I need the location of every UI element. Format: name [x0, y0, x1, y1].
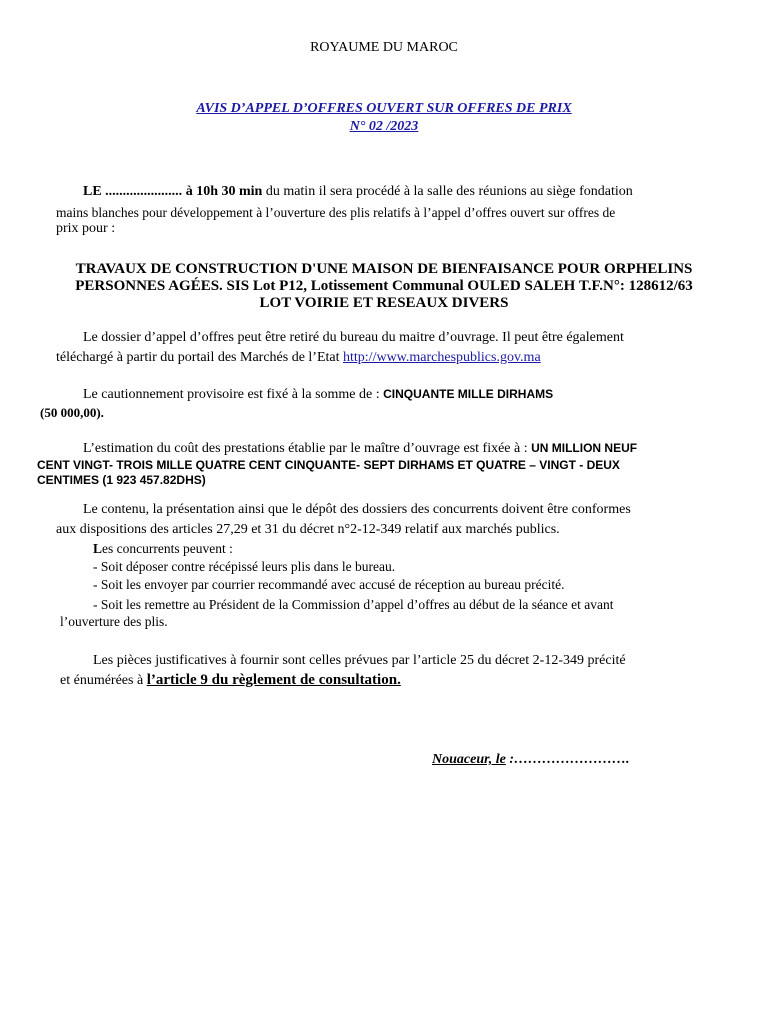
dossier-line-2 [56, 350, 541, 366]
caution-text: Le cautionnement provisoire est fixé à la somme de : [83, 387, 380, 402]
kingdom-heading: ROYAUME DU MAROC [310, 40, 458, 55]
options-heading-rest: es concurrents peuvent : [102, 541, 233, 556]
caution-amount-digits: (50 000,00). [40, 405, 104, 420]
estimation-amount-part3: CENTIMES (1 923 457.82DHS) [37, 473, 206, 487]
option-item-1: - Soit déposer contre récépissé leurs plis dans le bureau. [93, 559, 396, 574]
estimation-amount-part2: CENT VINGT- TROIS MILLE QUATRE CENT CINQUANTE- SEPT DIRHAMS ET QUATRE – VINGT - DEUX [37, 458, 620, 472]
intro-time: à 10h 30 min [185, 184, 263, 199]
estimation-amount-part1: UN MILLION NEUF [531, 441, 638, 455]
intro-line-2: mains blanches pour développement à l’ouverture des plis relatifs à l’appel d’offres ouvert sur offres de [56, 205, 616, 220]
marches-publics-link[interactable]: http://www.marchespublics.gov.ma [343, 350, 541, 365]
caution-amount-words: CINQUANTE MILLE DIRHAMS [383, 387, 554, 401]
conformity-line-2: aux dispositions des articles 27,29 et 31 du décret n°2-12-349 relatif aux marchés publics. [56, 522, 560, 537]
project-line-2: PERSONNES AGÉES. SIS Lot P12, Lotissement Communal OULED SALEH T.F.N°: 128612/63 [75, 278, 693, 294]
signature-date-placeholder: :……………………. [509, 752, 630, 767]
intro-line-1 [83, 184, 633, 200]
intro-line-3: prix pour : [56, 221, 116, 236]
conformity-line-1: Le contenu, la présentation ainsi que le dépôt des dossiers des concurrents doivent être conformes [83, 502, 631, 517]
intro-date-placeholder: LE ...................... [83, 184, 183, 199]
estimation-line-1 [83, 441, 637, 457]
option-item-3-line-1: - Soit les remettre au Président de la Commission d’appel d’offres au début de la séance et avant [93, 597, 614, 612]
pieces-line-2-prefix: et énumérées à [60, 673, 144, 688]
intro-line-1-rest: du matin il sera procédé à la salle des réunions au siège fondation [265, 184, 633, 199]
dossier-line-1: Le dossier d’appel d’offres peut être retiré du bureau du maitre d’ouvrage. Il peut être également [83, 330, 624, 345]
caution-line [83, 387, 553, 403]
option-item-2: - Soit les envoyer par courrier recommandé avec accusé de réception au bureau précité. [93, 577, 565, 592]
options-heading [93, 541, 233, 557]
notice-number: N° 02 /2023 [349, 119, 419, 134]
notice-title: AVIS D’APPEL D’OFFRES OUVERT SUR OFFRES DE PRIX [196, 101, 572, 116]
dossier-line-2-text: téléchargé à partir du portail des Marchés de l’Etat [56, 350, 340, 365]
estimation-text: L’estimation du coût des prestations établie par le maître d’ouvrage est fixée à : [83, 441, 528, 456]
signature-place: Nouaceur, le [432, 752, 506, 767]
option-item-3-line-2: l’ouverture des plis. [60, 614, 168, 629]
pieces-article-reference: l’article 9 du règlement de consultation. [146, 672, 401, 688]
project-line-1: TRAVAUX DE CONSTRUCTION D'UNE MAISON DE BIENFAISANCE POUR ORPHELINS [75, 261, 693, 277]
project-line-3: LOT VOIRIE ET RESEAUX DIVERS [259, 295, 509, 311]
pieces-line-2 [60, 672, 401, 689]
signature-line [432, 752, 630, 768]
options-heading-initial: L [93, 541, 103, 556]
pieces-line-1: Les pièces justificatives à fournir sont celles prévues par l’article 25 du décret 2-12-349 précité [93, 653, 626, 668]
